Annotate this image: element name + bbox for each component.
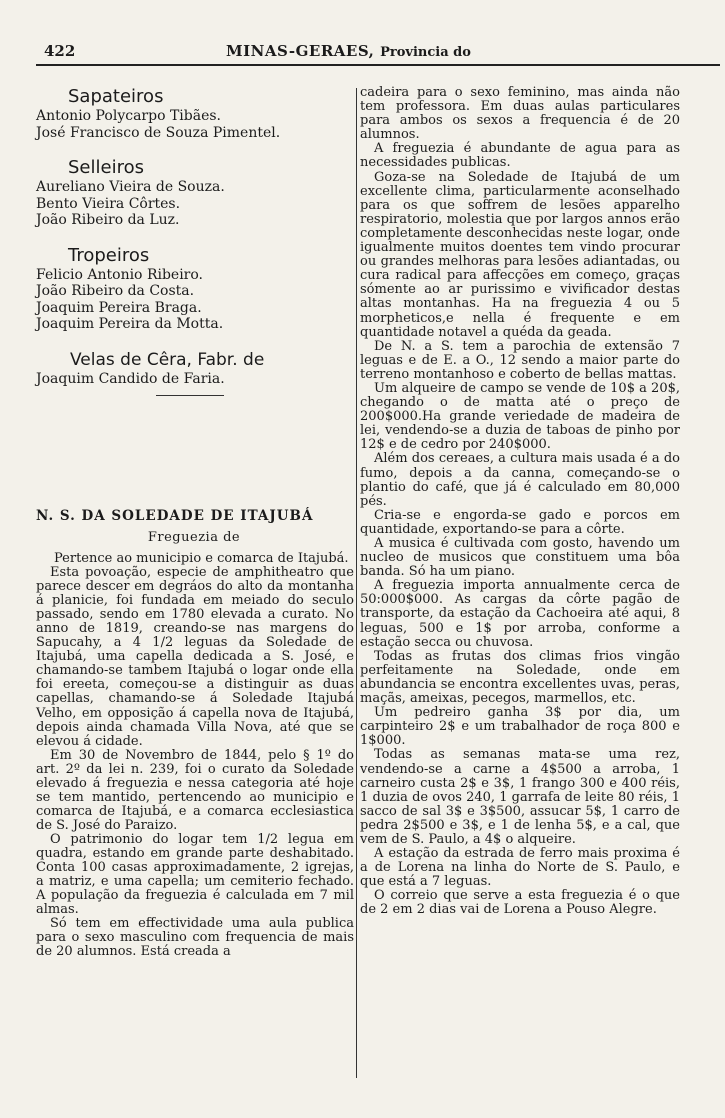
paragraph: A estação da estrada de ferro mais proxima é a de Lorena na linha do Norte de S. Paulo, e que está a 7 leguas. [360,846,680,890]
paragraph: De N. a S. tem a parochia de extensão 7 leguas e de E. a O., 12 sendo a maior parte do terreno montanhoso e coberto de bellas mattas. [360,338,680,382]
paragraph: Todas as frutas dos climas frios vingão perfeitamente na Soledade, onde em abundancia se encontra excellentes uvas, peras, maçãs, ameixas, pecegos, marmellos, etc. [360,648,680,707]
velas-heading: Velas de Cêra, Fabr. de [70,349,265,370]
paragraph: Todas as semanas mata-se uma rez, vendendo-se a carne a 4$500 a arroba, 1 carneiro custa 2$ e 3$, 1 frango 300 e 400 réis, 1 duzia de ovos 240, 1 garrafa de leite 80 réis, 1 sacco de sal 3$ e 3$500, assucar 5$, 1 carro de pedra 2$500 e 3$, e 1 de lenha 5$, e a cal, que vem de S. Paulo, a 4$ o alqueire. [360,747,680,847]
paragraph: cadeira para o sexo feminino, mas ainda não tem professora. Em duas aulas particulares para ambos os sexos a frequencia é de 20 alumnos. [360,85,680,143]
running-header [36,40,686,66]
name-list [36,267,352,333]
paragraph: Goza-se na Soledade de Itajubá de um excellente clima, particularmente aconselhado para os que soffrem de lesões apparelho respiratorio, molestia que por largos annos erão completamente desconhecidas neste logar, onde igualmente muitos doentes tem vindo procurar ou grandes melhoras para lesões adiantadas, ou cura radical para affecções em começo, graças sómente ao ar purissimo e vivificador destas altas montanhas. Ha na freguezia 4 ou 5 morpheticos,e nella é frequente e em quantidade notavel a quéda da geada. [360,169,680,340]
running-title [226,42,471,60]
header-rule [36,64,720,66]
list-item: João Ribeiro da Luz. [36,212,180,228]
paragraph: O patrimonio do logar tem 1/2 legua em quadra, estando em grande parte deshabitado. Conta 100 casas approximadamente, 2 igrejas, a matriz, e uma capella; um cemiterio fechado. A população da freguezia é calculada em 7 mil almas. [36,831,354,918]
paragraph: A freguezia importa annualmente cerca de 50:000$000. As cargas da côrte pagão de transporte, da estação da Cachoeira até aqui, 8 leguas, 500 e 1$ por arroba, conforme a estação secca ou chuvosa. [360,578,680,650]
running-title-main: MINAS-GERAES, [226,42,375,60]
page-number: 422 [44,42,76,60]
name-list [36,179,352,229]
category-sapateiros [36,86,352,141]
paragraph: Um pedreiro ganha 3$ por dia, um carpinteiro 2$ e um trabalhador de roça 800 e 1$000. [360,705,680,749]
paragraph: Esta povoação, especie de amphitheatro que parece descer em degráos do alto da montanha á planicie, foi fundada em meiado do seculo passado, sendo em 1780 elevada a curato. No anno de 1819, creando-se nas margens do Sapucahy, a 4 1/2 leguas da Soledade de Itajubá, uma capella dedicada a S. José, e chamando-se tambem Itajubá o logar onde ella foi ereeta, começou-se a distinguir as duas capellas, chamando-se á Soledade Itajubá Velho, em opposição á capella nova de Itajubá, depois ainda chamada Villa Nova, até que se elevou á cidade. [36,565,354,749]
category-heading: Tropeiros [68,244,150,266]
list-item: Antonio Polycarpo Tibães. [36,108,221,124]
list-item: Felicio Antonio Ribeiro. [36,266,204,283]
section-divider [156,395,224,396]
paragraph: Pertence ao municipio e comarca de Itajubá. [54,551,349,566]
running-title-rest: Provincia do [380,45,471,60]
category-heading: Sapateiros [68,86,164,107]
list-item: Aureliano Vieira de Souza. [36,179,225,195]
section-subtitle: Freguezia de [147,530,241,545]
paragraph: Só tem em effectividade uma aula publica para o sexo masculino com frequencia de mais de 20 alumnos. Está creada a [36,916,354,960]
paragraph: Cria-se e engorda-se gado e porcos em quantidade, exportando-se para a côrte. [360,507,680,537]
paragraph: A freguezia é abundante de agua para as necessidades publicas. [360,141,680,171]
paragraph: Além dos cereaes, a cultura mais usada é a do fumo, depois a da canna, começando-se o plantio do café, que já é calculado em 80,000 pés. [360,451,680,509]
article-left-column [36,552,354,959]
directory-column [36,86,352,396]
list-item: Joaquim Pereira Braga. [36,299,202,316]
paragraph: Em 30 de Novembro de 1844, pelo § 1º do art. 2º da lei n. 239, foi o curato da Soledade elevado á freguezia e nessa categoria até hoje se tem mantido, pertencendo ao municipio e comarca de Itajubá, e a comarca ecclesiastica de S. José do Paraizo. [36,747,354,833]
list-item: Bento Vieira Côrtes. [36,195,181,212]
category-heading: Selleiros [68,157,144,178]
article-right-column [360,86,680,918]
name-list [36,108,352,141]
section-title: N. S. DA SOLEDADE DE ITAJUBÁ [36,508,314,524]
right-text [360,86,680,918]
paragraph: A musica é cultivada com gosto, havendo um nucleo de musicos que constituem uma bôa banda. Só ha um piano. [360,536,680,580]
category-tropeiros [36,245,352,333]
category-selleiros [36,157,352,229]
paragraph: O correio que serve a esta freguezia é o que de 2 em 2 dias vai de Lorena a Pouso Alegre. [360,888,680,918]
paragraph: Um alqueire de campo se vende de 10$ a 20$, chegando o de matta até o preço de 200$000.Ha grande veriedade de madeira de lei, vendendo-se a duzia de taboas de pinho por 12$ e de cedro por 240$000. [360,380,680,453]
column-divider [356,88,357,1078]
list-item: José Francisco de Souza Pimentel. [36,124,281,141]
list-item: Joaquim Pereira da Motta. [36,316,224,332]
velas-name: Joaquim Candido de Faria. [36,370,225,387]
list-item: João Ribeiro da Costa. [36,283,195,299]
